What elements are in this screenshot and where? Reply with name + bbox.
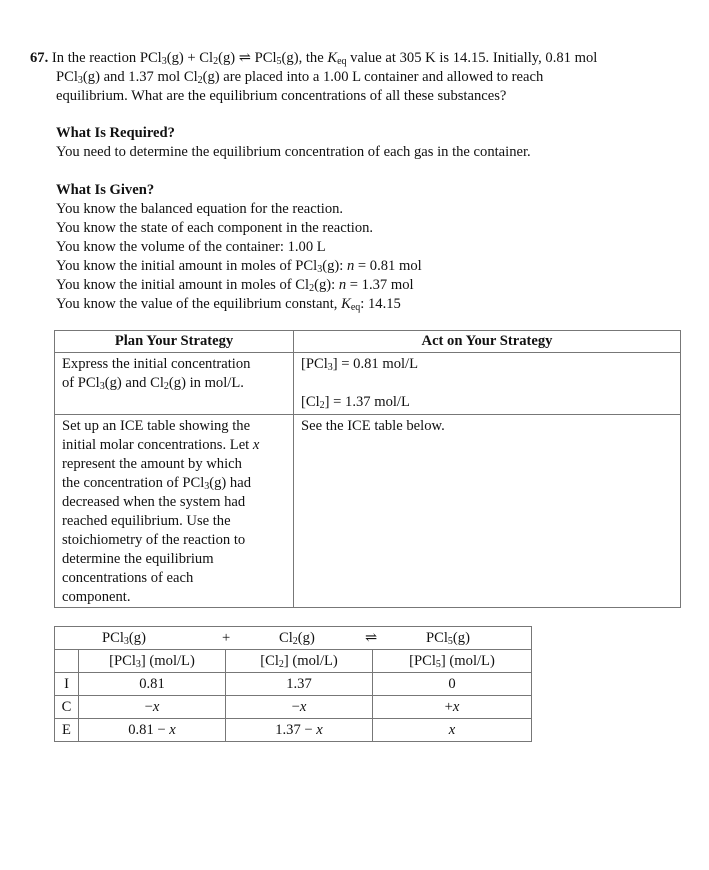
ice-equation-row (55, 627, 532, 650)
equilibrium-arrow: ⇌ (365, 630, 378, 646)
strategy-row (55, 353, 681, 415)
problem-line-1: 67. In the reaction $PCl_3(g) + Cl_2(g)$ ⇌ PCl$_5$(g), the $K_{eq}$ value at 305 K is 14.15. Initially, 0.81 mol (30, 50, 598, 67)
problem-line-3: equilibrium. What are the equilibrium concentrations of all these substances? (56, 88, 507, 104)
given-item: You know the state of each component in the reaction. (56, 220, 374, 236)
col-header: $[Cl_2]$ (mol/L) (226, 650, 373, 673)
reactant-2: $Cl_2(g)$ (279, 630, 315, 647)
col-header: [PCl$_5$] (mol/L) (373, 650, 532, 673)
ice-cell: 0.81 − x (79, 719, 226, 742)
required-text: You need to determine the equilibrium concentration of each gas in the container. (56, 144, 531, 160)
ice-row-change (55, 696, 532, 719)
strategy-table (54, 330, 681, 608)
given-item: You know the balanced equation for the reaction. (56, 201, 344, 217)
plan-header: Plan Your Strategy (55, 331, 294, 353)
given-item: You know the initial amount in moles of PCl$_3$(g): n = 0.81 mol (56, 258, 422, 275)
col-header: [PCl$_3$] (mol/L) (79, 650, 226, 673)
ice-cell: 0 (373, 673, 532, 696)
plan-cell: Express the initial concentration of PCl$_3$(g) and $Cl_2(g)$ in mol/L. (55, 353, 294, 415)
row-label: E (55, 719, 79, 742)
given-item: You know the volume of the container: 1.00 L (56, 239, 326, 255)
plan-cell: Set up an ICE table showing the initial molar concentrations. Let x represent the amount by which the concentration of PCl$_3$(g) had decreased when the system had reached equilibrium. Use the stoichiometry of the reaction to determine the equilibrium concentrations of each component. (55, 415, 294, 608)
ice-cell: 1.37 (226, 673, 373, 696)
problem-statement (30, 49, 690, 106)
ice-cell: +x (373, 696, 532, 719)
required-section (56, 124, 696, 162)
given-item: You know the value of the equilibrium constant, $K_{eq}$: 14.15 (56, 296, 401, 313)
ice-header-row (55, 650, 532, 673)
strategy-header-row (55, 331, 681, 353)
act-cell: See the ICE table below. (294, 415, 681, 608)
product: PCl$_5$(g) (426, 630, 470, 647)
problem-line-2: PCl$_3$(g) and 1.37 mol $Cl_2(g)$ are placed into a 1.00 L container and allowed to reach (56, 69, 544, 86)
row-label: C (55, 696, 79, 719)
given-heading: What Is Given? (56, 182, 155, 198)
plus-sign: + (222, 630, 231, 646)
ice-cell: 1.37 − x (226, 719, 373, 742)
ice-cell: −x (226, 696, 373, 719)
problem-number: 67. (30, 50, 49, 66)
ice-table (54, 626, 532, 742)
given-item: You know the initial amount in moles of $Cl_2(g)$: n = 1.37 mol (56, 277, 414, 294)
reactant-1: PCl$_3$(g) (102, 630, 146, 647)
given-section (56, 181, 696, 314)
row-label: I (55, 673, 79, 696)
required-heading: What Is Required? (56, 125, 175, 141)
act-cell: [PCl$_3$] = 0.81 mol/L $[Cl_2] = 1.37$ mol/L (294, 353, 681, 415)
ice-cell: −x (79, 696, 226, 719)
ice-cell: 0.81 (79, 673, 226, 696)
ice-row-initial (55, 673, 532, 696)
strategy-row (55, 415, 681, 608)
ice-row-equilibrium (55, 719, 532, 742)
ice-equation (55, 627, 532, 650)
act-header: Act on Your Strategy (294, 331, 681, 353)
ice-cell: x (373, 719, 532, 742)
